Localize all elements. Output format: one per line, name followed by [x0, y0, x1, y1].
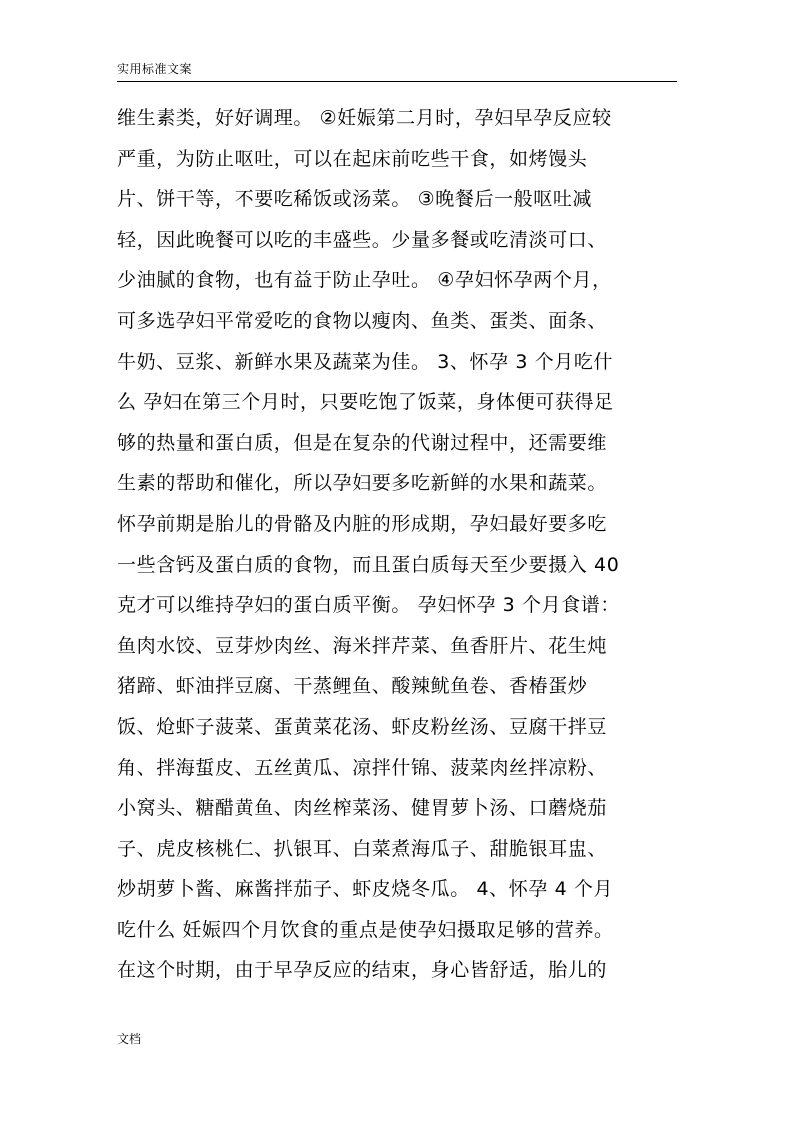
header-divider — [117, 81, 677, 82]
text-line: 一些含钙及蛋白质的食物，而且蛋白质每天至少要摄入 40 — [117, 553, 620, 576]
text-line: 吃什么 妊娠四个月饮食的重点是使孕妇摄取足够的营养。 — [117, 918, 614, 941]
page-header: 实用标准文案 — [117, 62, 193, 76]
text-line: 轻，因此晚餐可以吃的丰盛些。少量多餐或吃清淡可口、 — [117, 228, 608, 251]
text-line: 猪蹄、虾油拌豆腐、干蒸鲤鱼、酸辣鱿鱼卷、香椿蛋炒 — [117, 675, 588, 698]
text-line: 片、饼干等，不要吃稀饭或汤菜。 ③晚餐后一般呕吐减 — [117, 188, 593, 211]
text-line: 子、虎皮核桃仁、扒银耳、白菜煮海瓜子、甜脆银耳盅、 — [117, 837, 608, 860]
text-line: 严重，为防止呕吐，可以在起床前吃些干食，如烤馒头 — [117, 147, 588, 170]
text-line: 可多选孕妇平常爱吃的食物以瘦肉、鱼类、蛋类、面条、 — [117, 309, 608, 332]
text-line: 牛奶、豆浆、新鲜水果及蔬菜为佳。 3、怀孕 3 个月吃什 — [117, 350, 614, 373]
text-line: 够的热量和蛋白质，但是在复杂的代谢过程中，还需要维 — [117, 431, 608, 454]
text-line: 维生素类，好好调理。 ②妊娠第二月时，孕妇早孕反应较 — [117, 107, 612, 129]
text-line: 克才可以维持孕妇的蛋白质平衡。 孕妇怀孕 3 个月食谱： — [117, 594, 621, 617]
text-line: 么 孕妇在第三个月时，只要吃饱了饭菜，身体便可获得足 — [117, 391, 614, 414]
text-line: 鱼肉水饺、豆芽炒肉丝、海米拌芹菜、鱼香肝片、花生炖 — [117, 634, 608, 657]
text-line: 炒胡萝卜酱、麻酱拌茄子、虾皮烧冬瓜。 4、怀孕 4 个月 — [117, 878, 614, 901]
body-text — [117, 98, 677, 991]
text-line: 怀孕前期是胎儿的骨骼及内脏的形成期，孕妇最好要多吃 — [117, 512, 608, 535]
text-line: 在这个时期，由于早孕反应的结束，身心皆舒适，胎儿的 — [117, 959, 608, 982]
text-line: 小窝头、糖醋黄鱼、肉丝榨菜汤、健胃萝卜汤、口蘑烧茄 — [117, 797, 608, 820]
text-line: 生素的帮助和催化，所以孕妇要多吃新鲜的水果和蔬菜。 — [117, 472, 608, 495]
page-footer: 文档 — [117, 1032, 142, 1046]
text-line: 饭、炝虾子菠菜、蛋黄菜花汤、虾皮粉丝汤、豆腐干拌豆 — [117, 715, 608, 738]
text-line: 少油腻的食物，也有益于防止孕吐。 ④孕妇怀孕两个月， — [117, 269, 612, 292]
text-line: 角、拌海蜇皮、五丝黄瓜、凉拌什锦、菠菜肉丝拌凉粉、 — [117, 756, 608, 779]
